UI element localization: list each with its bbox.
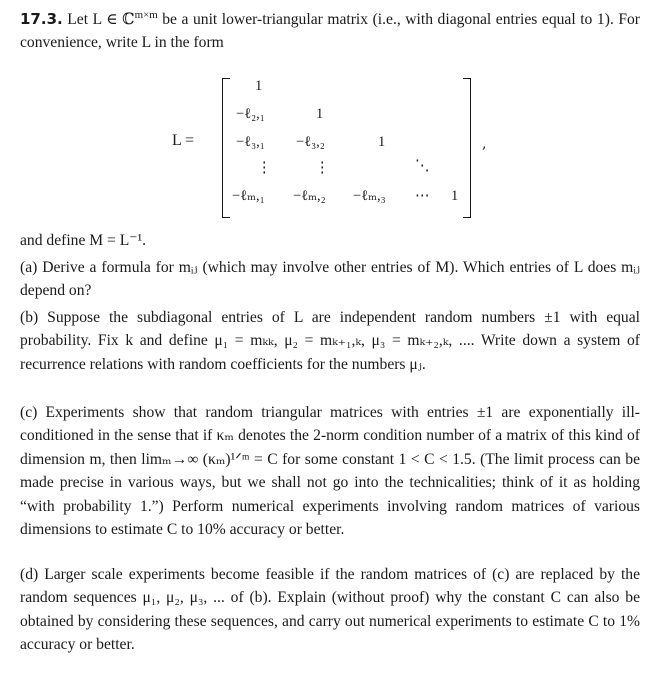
problem-number: 17.3. bbox=[20, 10, 63, 28]
problem-intro bbox=[20, 8, 640, 55]
matrix-trailing-comma: , bbox=[482, 136, 487, 152]
intro-line: Let L ∈ ℂ bbox=[67, 11, 135, 28]
intro-rest: be a unit lower-triangular matrix (i.e., with diagonal entries equal to 1). For convenience, write L in the form bbox=[20, 11, 641, 52]
matrix-cell: 1 bbox=[255, 78, 263, 94]
matrix-cell: 1 bbox=[451, 188, 459, 204]
intro-superscript: m×m bbox=[134, 8, 158, 21]
matrix-cell: ⋮ bbox=[257, 160, 272, 176]
matrix-cell: −ℓₘ,₁ bbox=[232, 188, 265, 204]
matrix-cell: 1 bbox=[316, 106, 324, 122]
left-bracket bbox=[222, 78, 230, 218]
matrix-cell: ⋮ bbox=[315, 160, 330, 176]
define-line: and define M = L⁻¹. bbox=[20, 232, 147, 249]
matrix-cell: −ℓ₃,₁ bbox=[236, 134, 265, 150]
part-a: (a) Derive a formula for mᵢⱼ (which may involve other entries of M). Which entries of L does mᵢⱼ depend on? bbox=[20, 259, 640, 300]
matrix-cell: −ℓₘ,₂ bbox=[293, 188, 326, 204]
matrix-display bbox=[0, 70, 667, 220]
part-d: (d) Larger scale experiments become feasible if the random matrices of (c) are replaced by the random sequences μ₁, μ₂, μ₃, ... of (b). Explain (without proof) why the constant C can also be obtained by considering these sequences, and carry out numerical experiments to estimate C to 1% accuracy or better. bbox=[20, 566, 640, 654]
part-c: (c) Experiments show that random triangular matrices with entries ±1 are exponentially ill-conditioned in the sense that if κₘ denotes the 2-norm condition number of a matrix of this kind of dimension m, then limₘ→∞ (κₘ)¹ᐟᵐ = C for some constant 1 < C < 1.5. (The limit process can be made precise in various ways, but we shall not go into the technicalities; think of it as holding “with probability 1.”) Perform numerical experiments involving random matrices of various dimensions to estimate C to 10% accuracy or better. bbox=[20, 404, 640, 539]
matrix-cell: −ℓₘ,₃ bbox=[353, 188, 386, 204]
matrix-cell: −ℓ₂,₁ bbox=[236, 106, 265, 122]
matrix-cell: ⋯ bbox=[415, 188, 430, 204]
part-b: (b) Suppose the subdiagonal entries of L are independent random numbers ±1 with equal probability. Fix k and define μ₁ = mₖₖ, μ₂ = mₖ₊₁,ₖ, μ₃ = mₖ₊₂,ₖ, .... Write down a system of recurrence relations with random coefficients for the numbers μⱼ. bbox=[20, 309, 640, 373]
matrix-cell: 1 bbox=[378, 134, 386, 150]
matrix-cell: ⋱ bbox=[415, 158, 430, 174]
right-bracket bbox=[463, 78, 471, 218]
matrix-label: L = bbox=[172, 132, 195, 149]
matrix-cell: −ℓ₃,₂ bbox=[296, 134, 325, 150]
